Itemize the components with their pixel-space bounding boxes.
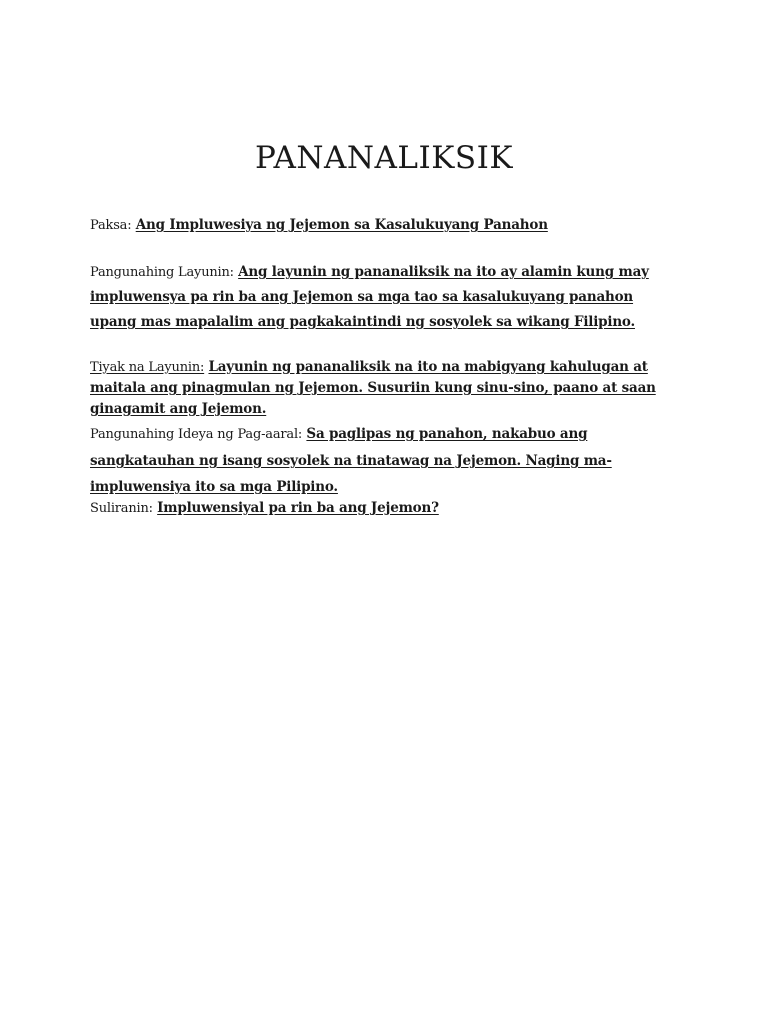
pangunahing-ideya-value: Sa paglipas ng panahon, nakabuo ang sangkatauhan ng isang sosyolek na tinatawag na Jejemon. Naging ma-impluwensiya ito sa mga Pilipino. xyxy=(90,426,612,495)
section-pangunahing-layunin xyxy=(90,260,680,335)
document-title: PANANALIKSIK xyxy=(254,140,514,176)
section-pangunahing-ideya xyxy=(90,421,680,500)
section-tiyak-na-layunin xyxy=(90,357,680,420)
paksa-label: Paksa: xyxy=(90,218,132,233)
section-paksa xyxy=(90,214,680,237)
tiyak-na-layunin-value: Layunin ng pananaliksik na ito na mabigyang kahulugan at maitala ang pinagmulan ng Jejemon. Susuriin kung sinu-sino, paano at saan ginagamit ang Jejemon. xyxy=(90,359,656,417)
pangunahing-layunin-value: Ang layunin ng pananaliksik na ito ay alamin kung may impluwensya pa rin ba ang Jejemon sa mga tao sa kasalukuyang panahon upang mas mapalalim ang pagkakaintindi ng sosyolek sa wikang Filipino. xyxy=(90,264,649,330)
pangunahing-ideya-label: Pangunahing Ideya ng Pag-aaral: xyxy=(90,427,303,442)
paksa-value: Ang Impluwesiya ng Jejemon sa Kasalukuyang Panahon xyxy=(135,217,548,233)
suliranin-value: Impluwensiyal pa rin ba ang Jejemon? xyxy=(157,500,439,516)
tiyak-na-layunin-label: Tiyak na Layunin: xyxy=(90,360,205,375)
pangunahing-layunin-label: Pangunahing Layunin: xyxy=(90,265,234,280)
section-suliranin xyxy=(90,497,680,520)
suliranin-label: Suliranin: xyxy=(90,501,153,516)
